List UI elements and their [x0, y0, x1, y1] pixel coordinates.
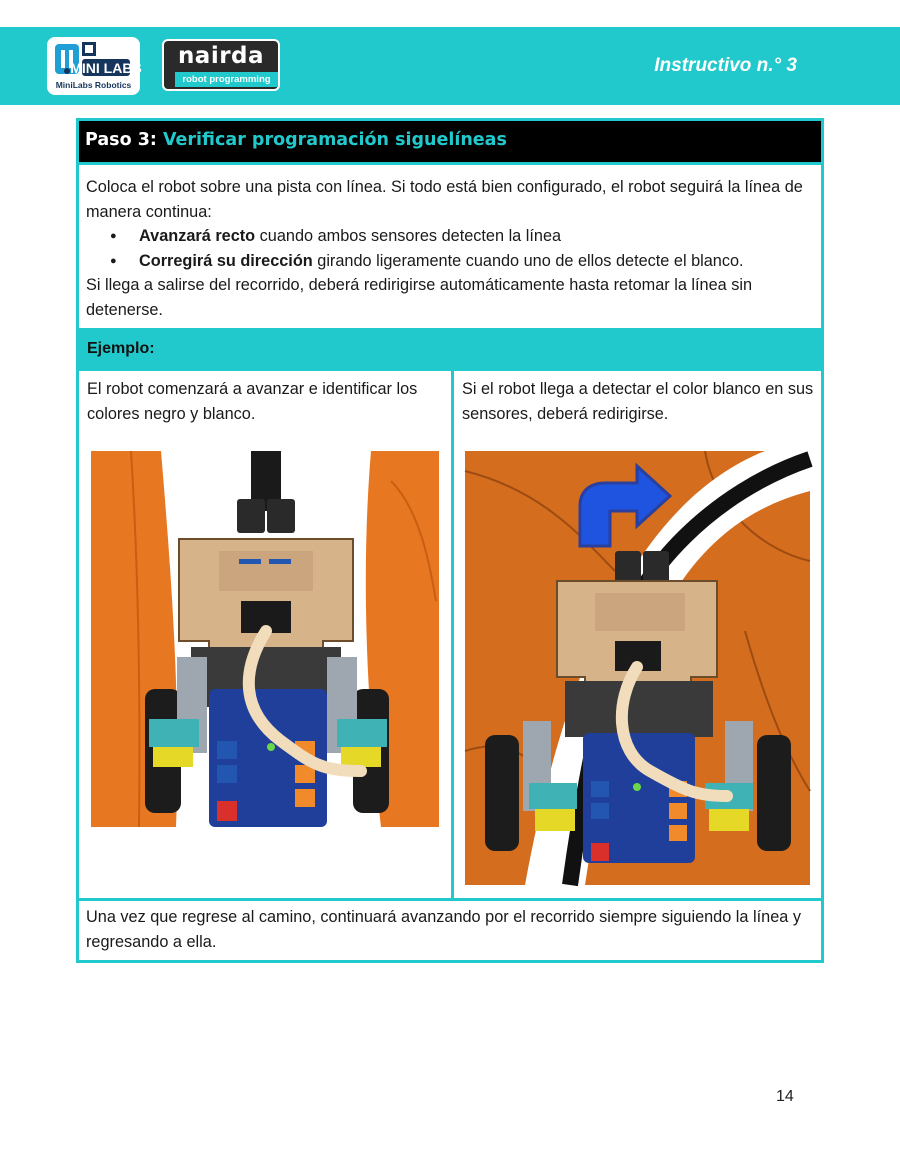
column-divider: [451, 371, 454, 898]
example-left-text: El robot comenzará a avanzar e identificar los colores negro y blanco.: [87, 380, 418, 423]
outro-text: Una vez que regrese al camino, continuará avanzando por el recorrido siempre siguiendo la línea y regresando a ella.: [86, 908, 801, 951]
robot-on-track-image: [91, 451, 439, 827]
example-label: Ejemplo:: [79, 328, 821, 371]
step-number: Paso 3:: [85, 130, 157, 150]
header-bar: [0, 27, 900, 105]
nairda-logo-tag: robot programming: [175, 72, 278, 87]
bullet-bold: Avanzará recto: [139, 227, 256, 246]
bullet-rest: girando ligeramente cuando uno de ellos detecte el blanco.: [312, 251, 744, 270]
robot-redirect-image: [465, 451, 810, 885]
bullet-rest: cuando ambos sensores detecten la línea: [255, 227, 562, 246]
step-heading: Verificar programación siguelíneas: [162, 130, 507, 150]
bullet-bold: Corregirá su dirección: [139, 251, 313, 270]
minilabs-mark-icon: [53, 40, 142, 78]
instructivo-label: Instructivo n.° 3: [654, 55, 797, 76]
row-divider: [79, 898, 821, 901]
step-title: [79, 121, 821, 165]
minilabs-mark-text: MINI LABS: [70, 60, 142, 76]
intro-text: Coloca el robot sobre una pista con línea. Si todo está bien configurado, el robot seguirá la línea de manera continua:: [86, 178, 803, 221]
bullet-item: [86, 249, 816, 274]
nairda-logo-word: nairda: [177, 43, 265, 69]
page-number: 14: [776, 1088, 794, 1105]
intro-section: [86, 175, 816, 323]
intro-after-text: Si llega a salirse del recorrido, deberá redirigirse automáticamente hasta retomar la línea sin detenerse.: [86, 276, 753, 319]
example-right-text: Si el robot llega a detectar el color blanco en sus sensores, deberá redirigirse.: [462, 380, 814, 423]
step-box: [76, 118, 824, 963]
minilabs-logo-text: MiniLabs Robotics: [55, 80, 132, 90]
bullet-list: [86, 224, 816, 273]
bullet-item: [86, 224, 816, 249]
minilabs-logo: [47, 37, 140, 95]
nairda-logo: [162, 39, 280, 91]
